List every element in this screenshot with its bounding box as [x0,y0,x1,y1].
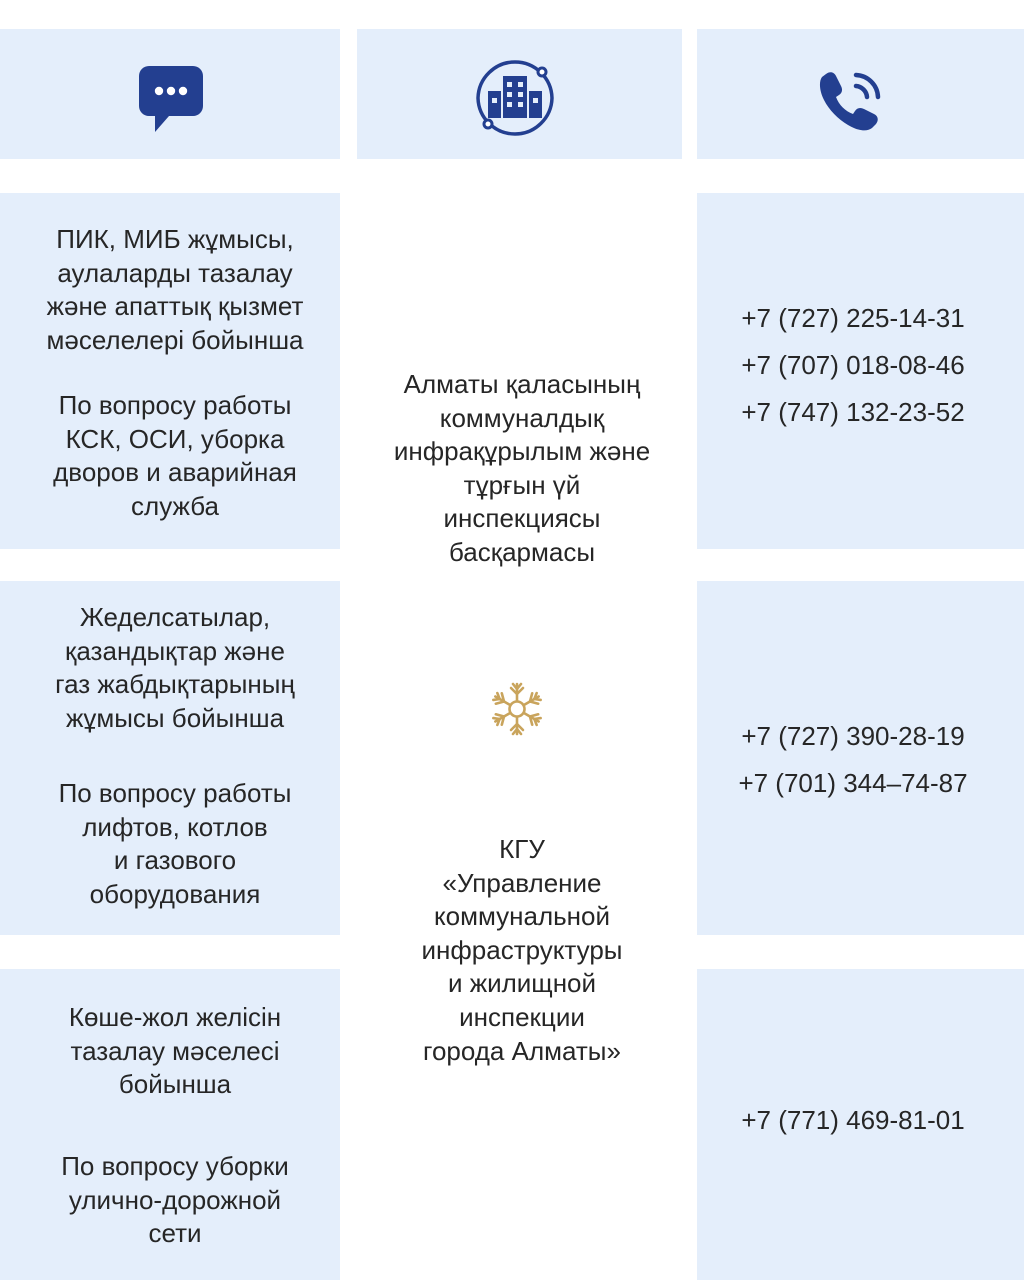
topic-kz-3: Көше-жол желісін тазалау мәселесі бойынша [68,1002,282,1100]
snowflake-icon [489,681,545,737]
building-network-icon [472,58,558,138]
chat-bubble-icon [139,66,203,134]
phone-number[interactable]: +7 (707) 018-08-46 [741,350,965,380]
topic-ru-3: По вопросу уборки улично-дорожной сети [61,1151,289,1249]
phone-number[interactable]: +7 (727) 225-14-31 [741,303,965,333]
phone-call-icon [818,70,884,132]
phone-number[interactable]: +7 (747) 132-23-52 [741,397,965,427]
topic-kz-1: ПИК, МИБ жұмысы, аулаларды тазалау және апаттық қызмет мәселелері бойынша [46,224,304,355]
phone-number[interactable]: +7 (771) 469-81-01 [741,1105,965,1135]
phone-list-3 [697,1097,1009,1144]
organization-name-ru: КГУ «Управление коммунальной инфраструктуры и жилищной инспекции города Алматы» [421,834,623,1066]
phone-list-2 [697,713,1009,807]
phone-list-1 [697,295,1009,436]
topic-kz-2: Жеделсатылар, қазандықтар және газ жабдықтарының жұмысы бойынша [55,602,295,733]
topic-ru-1: По вопросу работы КСК, ОСИ, уборка дворов и аварийная служба [53,390,297,521]
topic-ru-2: По вопросу работы лифтов, котлов и газового оборудования [58,778,292,909]
phone-number[interactable]: +7 (701) 344–74-87 [738,768,968,798]
organization-name-kz: Алматы қаласының коммуналдық инфрақұрылым және тұрғын үй инспекциясы басқармасы [393,369,651,567]
phone-number[interactable]: +7 (727) 390-28-19 [741,721,965,751]
